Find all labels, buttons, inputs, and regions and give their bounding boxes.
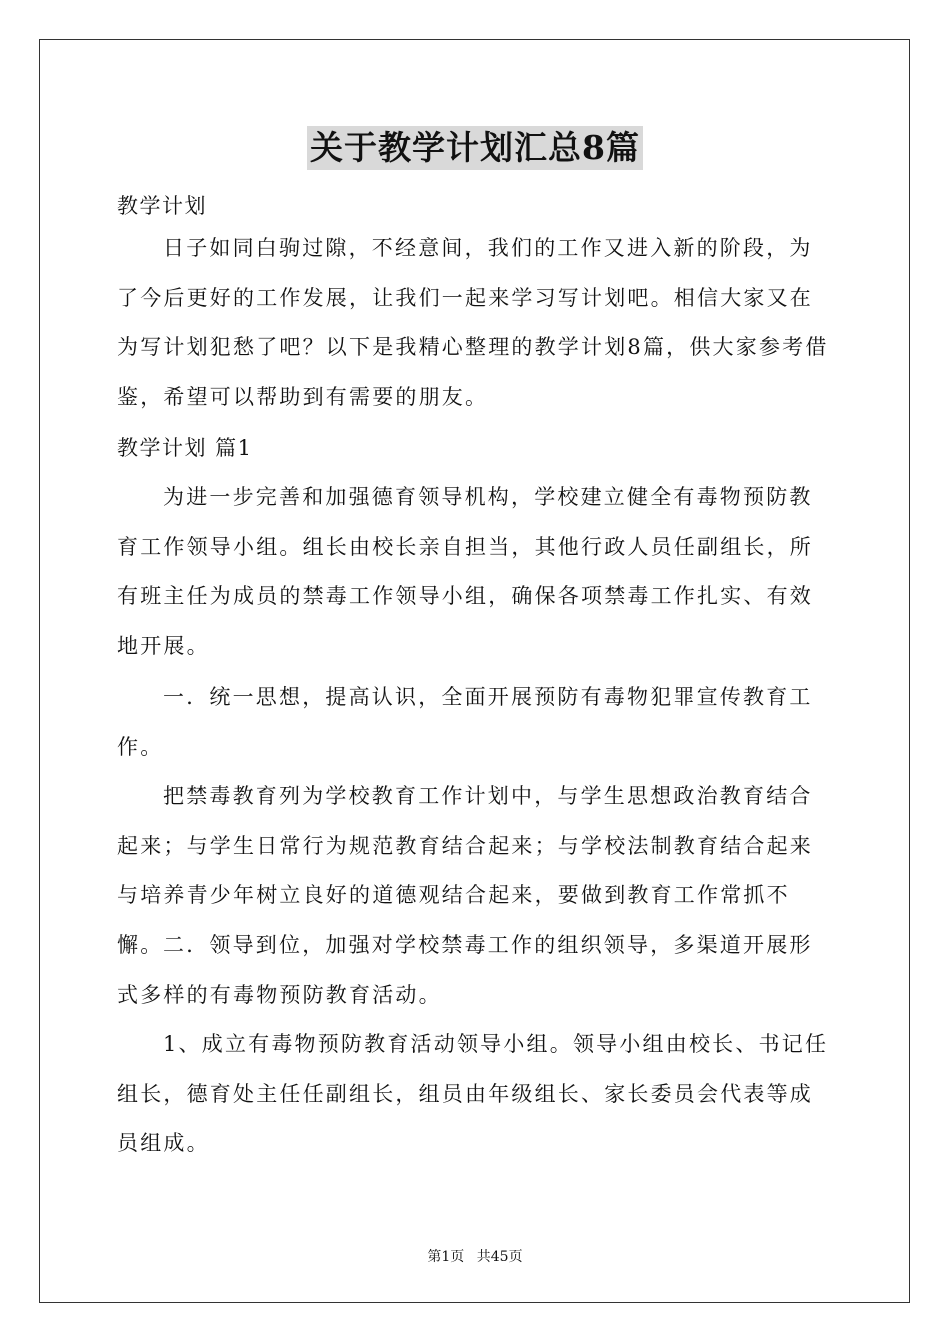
paragraph: 1、成立有毒物预防教育活动领导小组。领导小组由校长、书记任组长，德育处主任任副组长，组员由年级组长、家长委员会代表等成员组成。 — [117, 1032, 829, 1155]
section-heading: 教学计划 篇1 — [117, 436, 253, 460]
paragraph: 一．统一思想，提高认识，全面开展预防有毒物犯罪宣传教育工作。 — [117, 685, 813, 759]
page-number: 第1页 — [427, 1249, 465, 1265]
document-title: 关于教学计划汇总8篇 — [307, 126, 643, 170]
paragraph: 把禁毒教育列为学校教育工作计划中，与学生思想政治教育结合起来；与学生日常行为规范教育结合起来；与学校法制教育结合起来与培养青少年树立良好的道德观结合起来，要做到教育工作常抓不懈。 — [117, 784, 813, 957]
paragraph: 为进一步完善和加强德育领导机构，学校建立健全有毒物预防教育工作领导小组。组长由校长亲自担当，其他行政人员任副组长，所有班主任为成员的禁毒工作领导小组，确保各项禁毒工作扎实、有效地开展。 — [117, 485, 813, 658]
page-total: 共45页 — [476, 1249, 523, 1265]
paragraph: 二．领导到位，加强对学校禁毒工作的组织领导，多渠道开展形式多样的有毒物预防教育活动。 — [117, 933, 813, 1007]
title-container — [0, 126, 950, 170]
subtitle: 教学计划 — [117, 194, 207, 218]
intro-paragraph: 日子如同白驹过隙，不经意间，我们的工作又进入新的阶段，为了今后更好的工作发展，让我们一起来学习写计划吧。相信大家又在为写计划犯愁了吧？以下是我精心整理的教学计划8篇，供大家参考借鉴，希望可以帮助到有需要的朋友。 — [117, 236, 829, 409]
page-footer — [0, 1246, 950, 1266]
